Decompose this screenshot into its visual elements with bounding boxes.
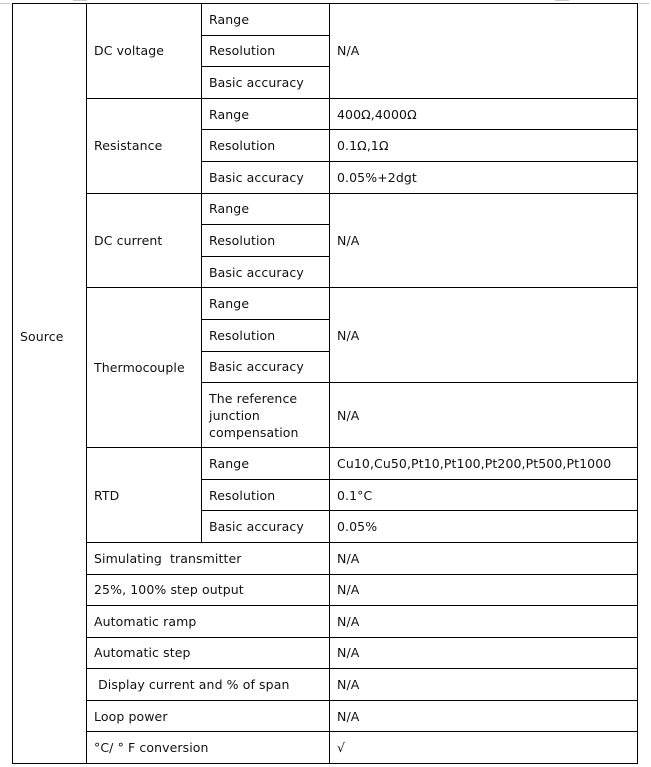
feature-value: √ — [330, 732, 638, 764]
param-label: The reference junction compensation — [202, 383, 330, 448]
param-value: 0.1Ω,1Ω — [330, 130, 638, 162]
spec-table — [12, 3, 638, 669]
feature-label: °C/ ° F conversion — [87, 732, 330, 764]
param-label: Range — [202, 288, 330, 320]
param-label: Resolution — [202, 319, 330, 351]
crop-mark-right-2 — [639, 3, 649, 4]
table-row — [13, 732, 638, 764]
crop-mark-left-2 — [73, 0, 87, 1]
table-row — [13, 288, 638, 320]
feature-label: Automatic ramp — [87, 606, 330, 638]
param-value: Cu10,Cu50,Pt10,Pt100,Pt200,Pt500,Pt1000 — [330, 448, 638, 480]
param-label: Range — [202, 193, 330, 225]
param-label: Basic accuracy — [202, 511, 330, 543]
section-continuation — [13, 669, 87, 764]
spec-table-continued — [12, 668, 638, 764]
group-label: Thermocouple — [87, 288, 202, 448]
param-label: Resolution — [202, 479, 330, 511]
table-row — [13, 98, 638, 130]
table-row — [13, 448, 638, 480]
group-label: Resistance — [87, 98, 202, 193]
param-label: Range — [202, 98, 330, 130]
param-value: 0.1°C — [330, 479, 638, 511]
feature-label: Automatic step — [87, 637, 330, 669]
param-label: Basic accuracy — [202, 161, 330, 193]
table-row — [13, 606, 638, 638]
param-label: Basic accuracy — [202, 351, 330, 383]
param-label: Basic accuracy — [202, 67, 330, 99]
table-row — [13, 574, 638, 606]
group-label: DC voltage — [87, 4, 202, 99]
feature-value: N/A — [330, 542, 638, 574]
param-label: Resolution — [202, 35, 330, 67]
feature-label: Simulating transmitter — [87, 542, 330, 574]
group-label: DC current — [87, 193, 202, 288]
param-value: 0.05% — [330, 511, 638, 543]
param-value: N/A — [330, 383, 638, 448]
param-label: Resolution — [202, 130, 330, 162]
feature-value: N/A — [330, 669, 638, 701]
param-value: N/A — [330, 4, 638, 99]
table-row — [13, 4, 638, 36]
feature-label: Display current and % of span — [87, 669, 330, 701]
feature-label: Loop power — [87, 700, 330, 732]
param-label: Basic accuracy — [202, 256, 330, 288]
param-value: 400Ω,4000Ω — [330, 98, 638, 130]
feature-value: N/A — [330, 637, 638, 669]
section-label: Source — [13, 4, 87, 669]
crop-mark-left — [0, 3, 10, 4]
param-value: N/A — [330, 193, 638, 288]
table-row — [13, 669, 638, 701]
table-row — [13, 700, 638, 732]
param-label: Range — [202, 4, 330, 36]
param-value: 0.05%+2dgt — [330, 161, 638, 193]
param-label: Range — [202, 448, 330, 480]
table-row — [13, 637, 638, 669]
group-label: RTD — [87, 448, 202, 543]
crop-mark-right — [555, 0, 569, 1]
feature-value: N/A — [330, 574, 638, 606]
feature-label: 25%, 100% step output — [87, 574, 330, 606]
param-label: Resolution — [202, 225, 330, 257]
table-row — [13, 542, 638, 574]
feature-value: N/A — [330, 606, 638, 638]
table-row — [13, 193, 638, 225]
param-value: N/A — [330, 288, 638, 383]
feature-value: N/A — [330, 700, 638, 732]
